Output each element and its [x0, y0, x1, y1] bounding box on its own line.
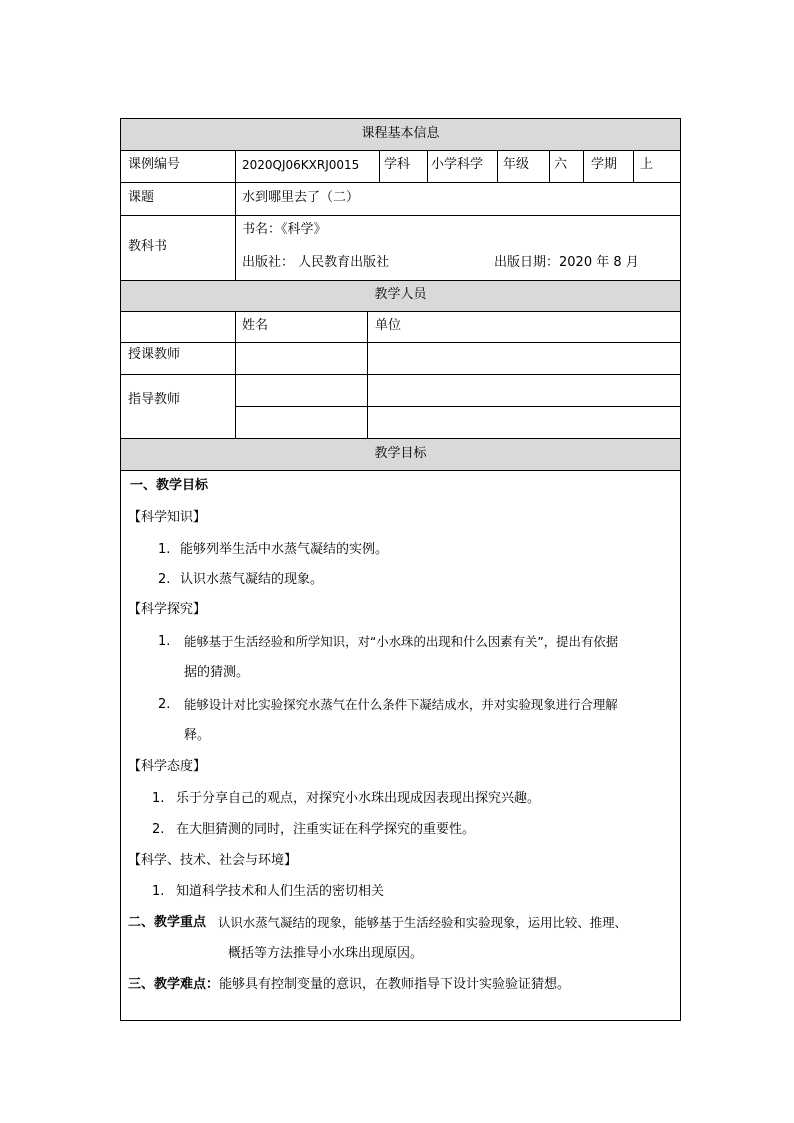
advisor-label: 指导教师 [128, 392, 181, 407]
inquiry-item-line: 据的猜测。 [184, 665, 250, 680]
key-point-label: 二、教学重点 [128, 915, 207, 930]
attitude-item-num: 1. [152, 791, 165, 806]
publish-date: 出版日期：2020 年 8 月 [494, 255, 639, 270]
knowledge-item-num: 2. [158, 572, 171, 587]
key-point-text: 概括等方法推导小水珠出现原因。 [228, 946, 424, 961]
inquiry-item-line: 能够设计对比实验探究水蒸气在什么条件下凝结成水，并对实验现象进行合理解 [184, 697, 618, 712]
case-no-value: 2020QJ06KXRJ0015 [242, 158, 360, 172]
course-info-header: 课程基本信息 [361, 126, 440, 141]
term-label: 学期 [591, 157, 618, 172]
knowledge-item: 认识水蒸气凝结的现象。 [180, 572, 324, 587]
book-name: 书名：《科学》 [242, 222, 327, 237]
subject-label: 学科 [384, 157, 411, 172]
subject-value: 小学科学 [431, 157, 484, 172]
sts-item: 知道科学技术和人们生活的密切相关 [176, 884, 385, 899]
case-no-label: 课例编号 [128, 157, 181, 172]
topic-label: 课题 [128, 190, 155, 205]
sts-item-num: 1. [152, 884, 165, 899]
knowledge-title: 【科学知识】 [128, 510, 207, 525]
teacher-label: 授课教师 [128, 347, 181, 362]
inquiry-item-line: 释。 [184, 728, 211, 743]
grade-value: 六 [554, 157, 568, 172]
inquiry-item-num: 1. [158, 634, 171, 649]
inquiry-item-num: 2. [158, 697, 171, 712]
key-point-text: 认识水蒸气凝结的现象，能够基于生活经验和实验现象，运用比较、推理、 [218, 915, 627, 930]
inquiry-title: 【科学探究】 [128, 602, 207, 617]
knowledge-item: 能够列举生活中水蒸气凝结的实例。 [180, 542, 389, 557]
term-value: 上 [640, 157, 654, 172]
inquiry-item-line: 能够基于生活经验和所学知识，对“小水珠的出现和什么因素有关”，提出有依据 [184, 634, 619, 649]
topic-value: 水到哪里去了（二） [242, 190, 360, 205]
attitude-title: 【科学态度】 [128, 759, 207, 774]
sts-title: 【科学、技术、社会与环境】 [128, 853, 298, 868]
unit-column-header: 单位 [375, 318, 402, 333]
attitude-item: 在大胆猜测的同时，注重实证在科学探究的重要性。 [176, 822, 476, 837]
goals-header: 教学目标 [374, 446, 427, 461]
goals-section-title: 一、教学目标 [130, 478, 209, 493]
textbook-label: 教科书 [128, 239, 168, 254]
knowledge-item-num: 1. [158, 542, 171, 557]
publisher: 出版社： 人民教育出版社 [242, 255, 390, 270]
attitude-item-num: 2. [152, 822, 165, 837]
grade-label: 年级 [503, 157, 530, 172]
attitude-item: 乐于分享自己的观点，对探究小水珠出现成因表现出探究兴趣。 [176, 791, 541, 806]
difficulty-text: 能够具有控制变量的意识，在教师指导下设计实验验证猜想。 [219, 977, 571, 992]
name-column-header: 姓名 [242, 318, 269, 333]
difficulty-label: 三、教学难点： [128, 977, 220, 992]
difficulty-row [128, 977, 570, 993]
staff-header: 教学人员 [374, 287, 427, 302]
